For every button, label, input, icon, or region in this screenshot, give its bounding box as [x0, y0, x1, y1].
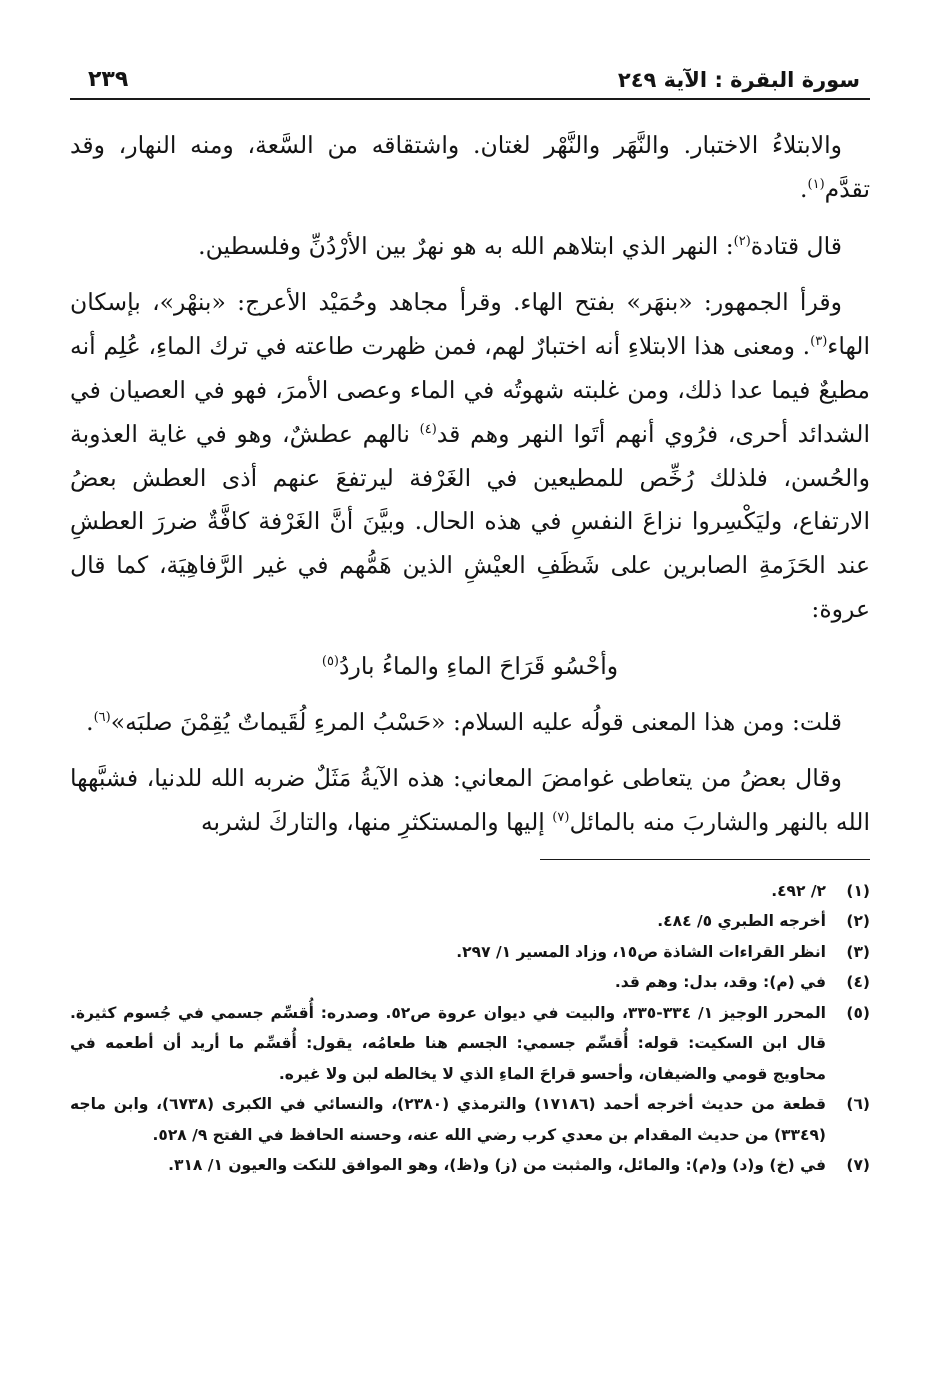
- footnote-3: [70, 937, 870, 968]
- footnote-ref-5[interactable]: (٥): [321, 653, 339, 669]
- footnotes: [70, 876, 870, 1181]
- footnote-mark: (٣): [846, 942, 870, 961]
- footnote-mark: (١): [846, 881, 870, 900]
- footnote-mark: (٢): [846, 912, 870, 931]
- footnote-ref-2[interactable]: (٢): [733, 233, 751, 249]
- paragraph-2: قال قتادة$^{(٢)}$: النهر الذي ابتلاهم الله به هو نهرٌ بين الأرْدُنِّ وفلسطين.: [198, 231, 842, 260]
- surah-verse-label: سورة البقرة : الآية ٢٤٩: [617, 68, 860, 92]
- paragraph-4: قلت: ومن هذا المعنى قولُه عليه السلام: «حَسْبُ المرءِ لُقَيماتٌ يُقِمْنَ صلبَه»$^{(٦)}$.: [86, 707, 842, 736]
- book-page: [70, 60, 870, 1369]
- footnote-mark: (٥): [846, 1003, 870, 1022]
- footnote-6: [70, 1089, 870, 1150]
- paragraph-1: والابتلاءُ الاختبار. والنَّهَر والنَّهْر لغتان. واشتقاقه من السَّعة، ومنه النهار، وقد تقدَّم$^{(١)}$.: [70, 131, 870, 203]
- footnote-text: ٢/ ٤٩٢.: [771, 881, 826, 900]
- poetry-verse: وأحْسُو قَرَاحَ الماءِ والماءُ باردُ$^{(٥)}$: [321, 651, 619, 680]
- footnote-separator: [540, 859, 870, 860]
- page-number: ٢٣٩: [88, 67, 129, 92]
- footnote-text: قطعة من حديث أخرجه أحمد (١٧١٨٦) والترمذي (٢٣٨٠)، والنسائي في الكبرى (٦٧٣٨)، وابن ماجه (٣٣٤٩) من حديث المقدام بن معدي كرب رضي الله عنه، وحسنه الحافظ في الفتح ٩/ ٥٢٨.: [70, 1095, 827, 1144]
- footnote-ref-6[interactable]: (٦): [93, 709, 111, 725]
- main-text: [70, 124, 870, 845]
- footnote-ref-7[interactable]: (٧): [552, 810, 570, 826]
- footnote-5: [70, 998, 870, 1090]
- footnote-ref-4[interactable]: (٤): [419, 421, 437, 437]
- paragraph-3: وقرأ الجمهور: «بنهَر» بفتح الهاء. وقرأ مجاهد وحُمَيْد الأعرج: «بنهْر»، بإسكان الهاء$^{(٣)}$. ومعنى هذا الابتلاءِ أنه اختبارٌ لهم، فمن ظهرت طاعته في ترك الماءِ، عُلِم أنه مطيعٌ فيما عدا ذلك، ومن غلبته شهوتُه في الماء وعصى الأمرَ، فهو في العصيان في الشدائد أحرى، فرُوي أنهم أتَوا النهر وهم قد$^{(٤)}$ نالهم عطشٌ، وهو في غاية العذوبة والحُسن، فلذلك رُخِّص للمطيعين في الغَرْفة ليرتفعَ عنهم أذى العطش بعضُ الارتفاع، وليَكْسِروا نزاعَ النفسِ في هذه الحال. وبيَّنَ أنَّ الغَرْفة كافَّةٌ ضررَ العطشِ عند الحَزَمةِ الصابرين على شَظَفِ العيْشِ الذين هَمُّهم في غير الرَّفاهِيَة، كما قال عروة:: [70, 288, 870, 623]
- footnote-7: [70, 1150, 870, 1181]
- footnote-text: في (م): وقد، بدل: وهم قد.: [614, 973, 826, 992]
- footnote-text: أخرجه الطبري ٥/ ٤٨٤.: [657, 912, 826, 931]
- running-header: [70, 60, 870, 100]
- footnote-mark: (٦): [846, 1095, 870, 1114]
- paragraph-5: وقال بعضُ من يتعاطى غوامضَ المعاني: هذه الآيةُ مَثَلٌ ضربه الله للدنيا، فشبَّهها الله بالنهر والشاربَ منه بالمائل$^{(٧)}$ إليها والمستكثرِ منها، والتاركَ لشربه: [70, 764, 870, 837]
- footnote-ref-3[interactable]: (٣): [810, 334, 828, 350]
- footnote-text: انظر القراءات الشاذة ص١٥، وزاد المسير ١/ ٢٩٧.: [456, 942, 826, 961]
- footnote-1: [70, 876, 870, 907]
- footnote-mark: (٤): [846, 973, 870, 992]
- footnote-text: في (خ) و(د) و(م): والمائل، والمثبت من (ز) و(ظ)، وهو الموافق للنكت والعيون ١/ ٣١٨.: [168, 1156, 826, 1175]
- footnote-mark: (٧): [846, 1156, 870, 1175]
- footnote-4: [70, 967, 870, 998]
- footnote-ref-1[interactable]: (١): [807, 176, 825, 192]
- footnote-text: المحرر الوجيز ١/ ٣٣٤-٣٣٥، والبيت في ديوان عروة ص٥٢. وصدره: أُقسِّم جسمي في جُسوم كثيرة. قال ابن السكيت: قوله: أُقسِّم جسمي: الجسم هنا طعامُه، يقول: أُقسِّم ما أريد أن أطعمه في محاويج قومي والضيفان، وأحسو قراحَ الماءِ الذي لا يخالطه لبن ولا غيره.: [70, 1003, 826, 1083]
- footnote-2: [70, 906, 870, 937]
